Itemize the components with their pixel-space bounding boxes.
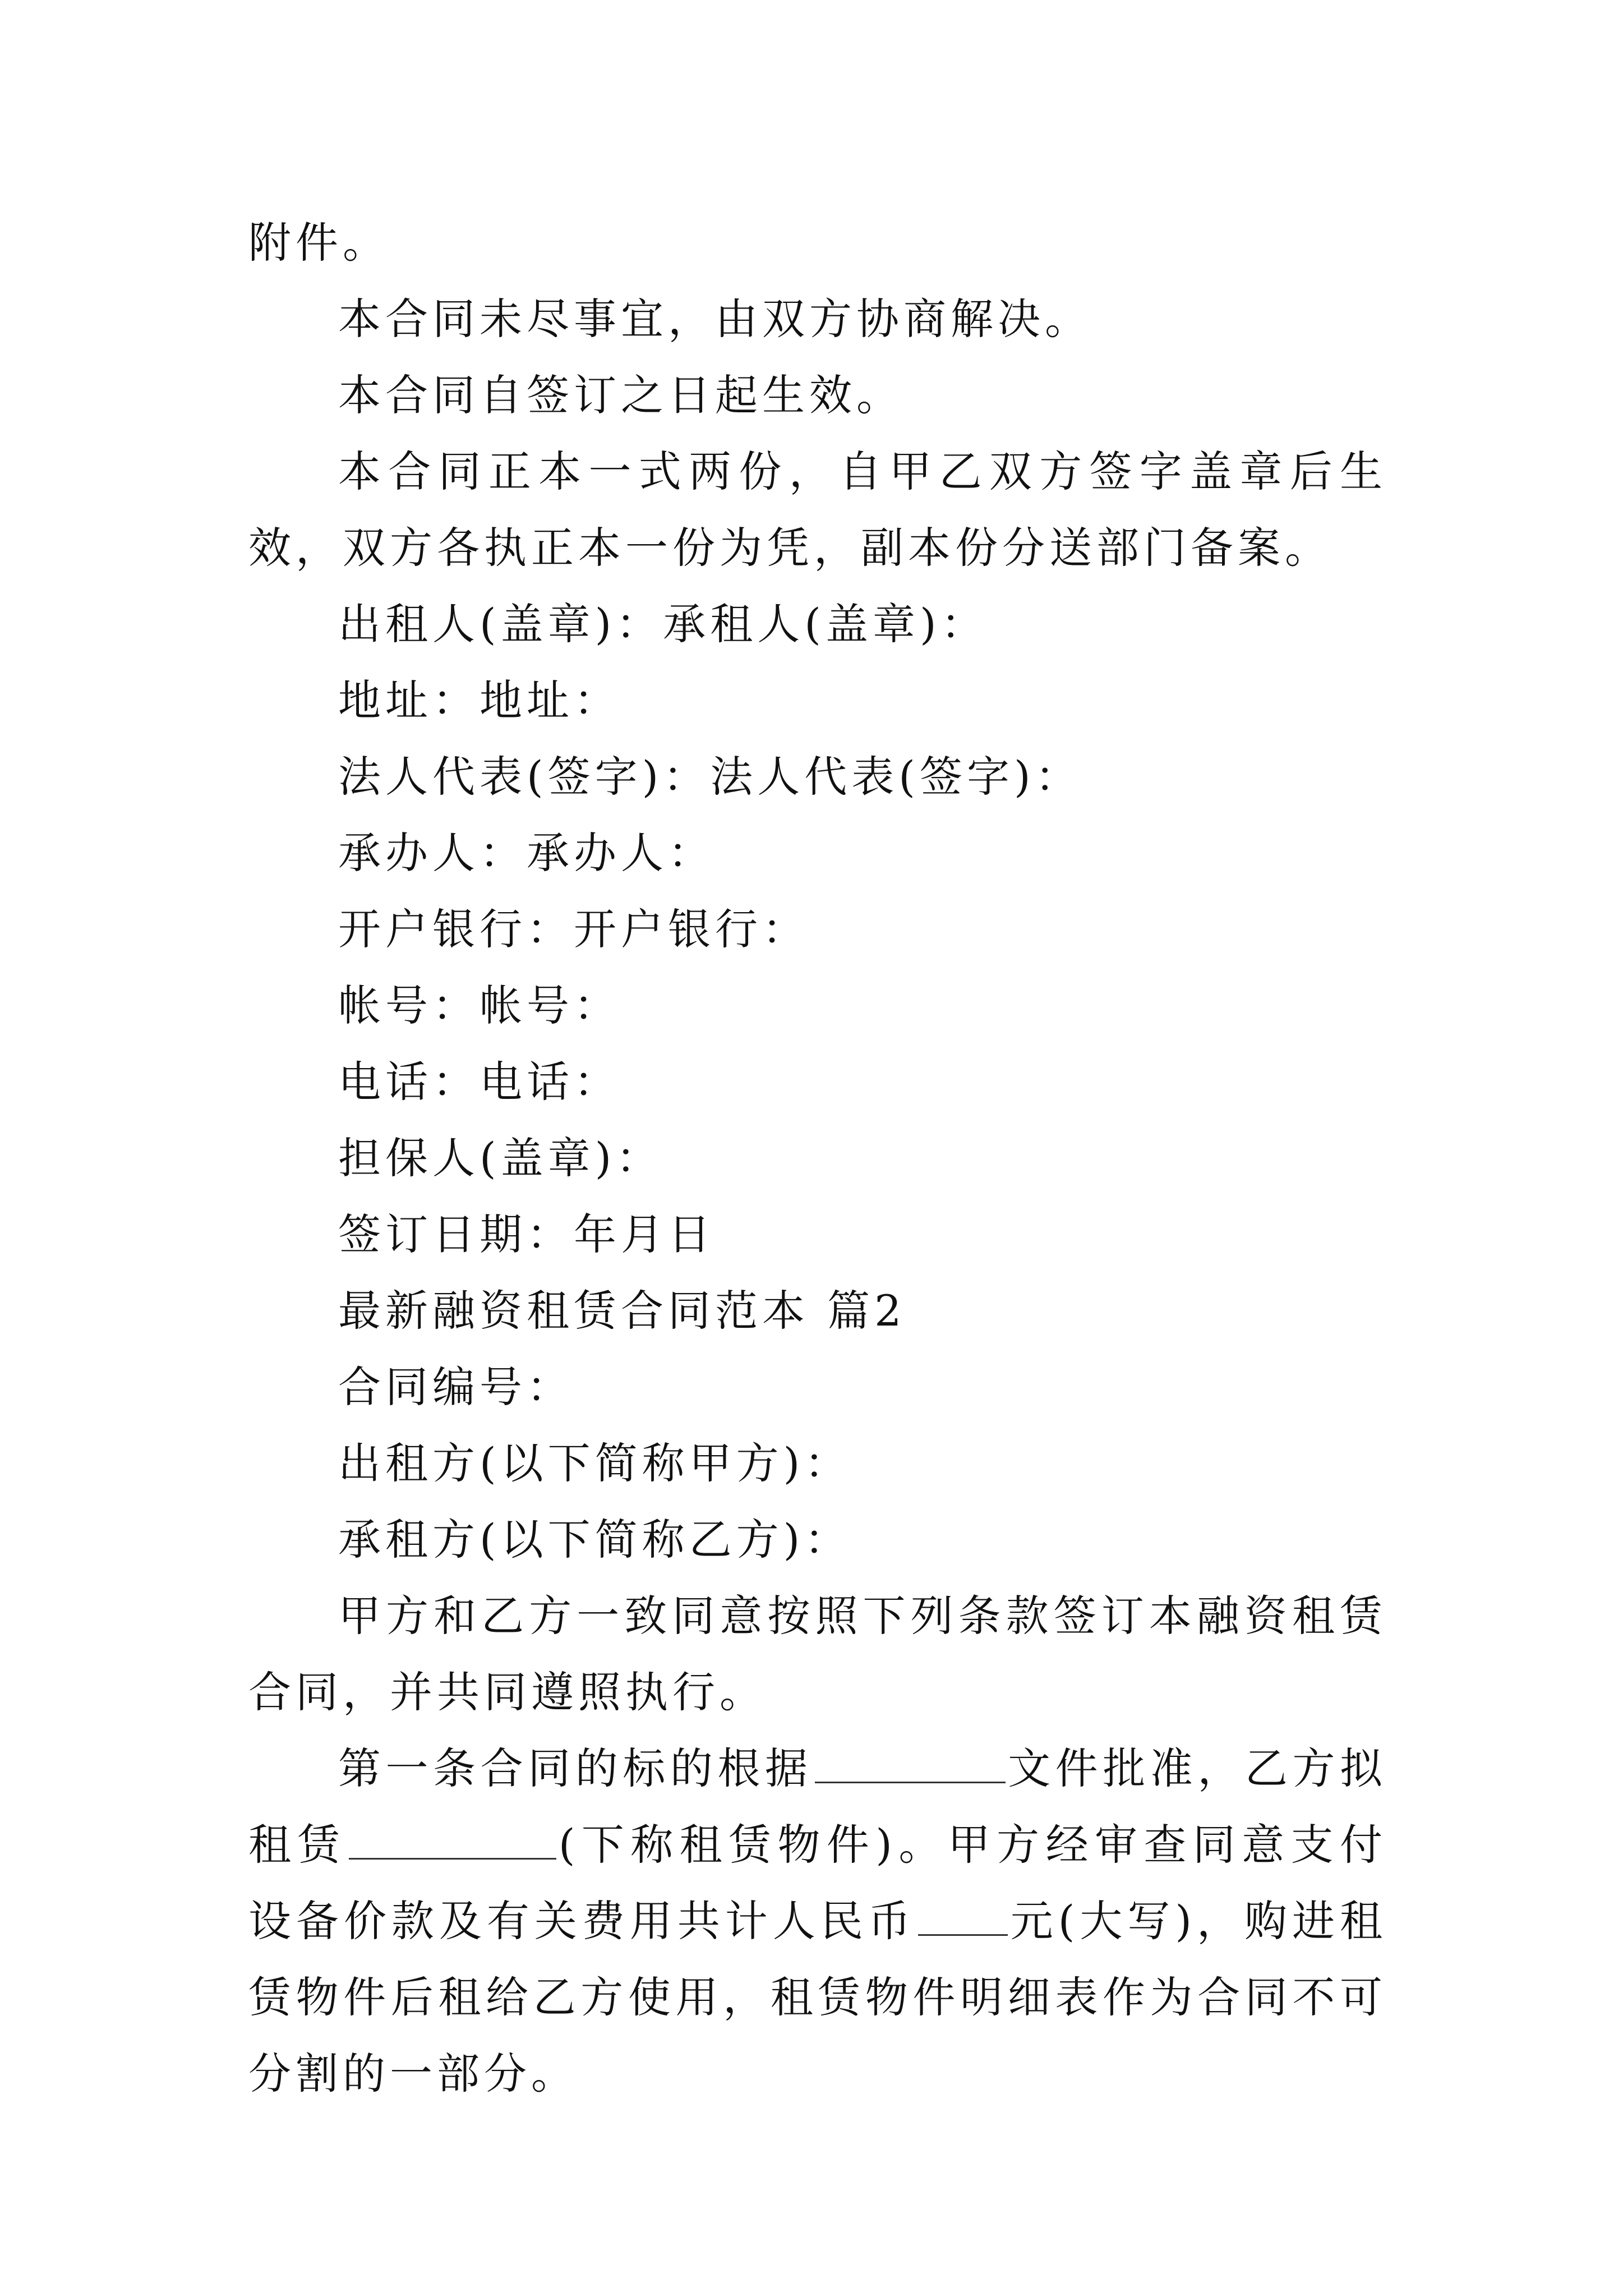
blank-leased-item: [349, 1813, 556, 1860]
signature-phone: 电话：电话：: [338, 1057, 621, 1107]
clause-1-text-4: 元(大写)，购进租赁物件后租给乙方使用，租赁物件明细表作为合同不可分割的一部分。: [248, 1896, 1387, 2099]
blank-amount: [918, 1889, 1008, 1936]
document-body: [248, 205, 1387, 2112]
clause-1-text-3: (下称租赁物件)。甲方经审查同意支付设备价款及有关费用共计人民币: [248, 1820, 1387, 1946]
paragraph-attachment: 附件。: [248, 218, 390, 268]
signature-guarantor: 担保人(盖章)：: [338, 1133, 663, 1183]
clause-1: [248, 1731, 1387, 2112]
signature-account: 帐号：帐号：: [338, 981, 621, 1030]
signature-lessor-lessee: 出租人(盖章)：承租人(盖章)：: [338, 599, 988, 649]
paragraph-agreement: 甲方和乙方一致同意按照下列条款签订本融资租赁合同，并共同遵照执行。: [248, 1591, 1387, 1717]
paragraph-copies: 本合同正本一式两份，自甲乙双方签字盖章后生效，双方各执正本一份为凭，副本份分送部门备案。: [248, 447, 1387, 573]
clause-1-text-1: 第一条合同的标的根据: [338, 1743, 813, 1793]
clause-1-text-2: 文件批准，乙方拟租赁: [248, 1743, 1387, 1870]
signature-handler: 承办人：承办人：: [338, 828, 715, 878]
party-a: 出租方(以下简称甲方)：: [338, 1438, 852, 1488]
paragraph-effective-date: 本合同自签订之日起生效。: [338, 370, 903, 420]
contract-number: 合同编号：: [338, 1362, 574, 1412]
party-b: 承租方(以下简称乙方)：: [338, 1515, 852, 1565]
section-title: 最新融资租赁合同范本 篇2: [338, 1286, 906, 1336]
paragraph-unresolved-matters: 本合同未尽事宜，由双方协商解决。: [338, 294, 1092, 344]
signature-date: 签订日期：年月日: [338, 1209, 715, 1259]
signature-bank: 开户银行：开户银行：: [338, 904, 809, 954]
blank-approval-document: [815, 1737, 1006, 1783]
signature-legal-representative: 法人代表(签字)：法人代表(签字)：: [338, 752, 1082, 802]
signature-address: 地址：地址：: [338, 675, 621, 725]
